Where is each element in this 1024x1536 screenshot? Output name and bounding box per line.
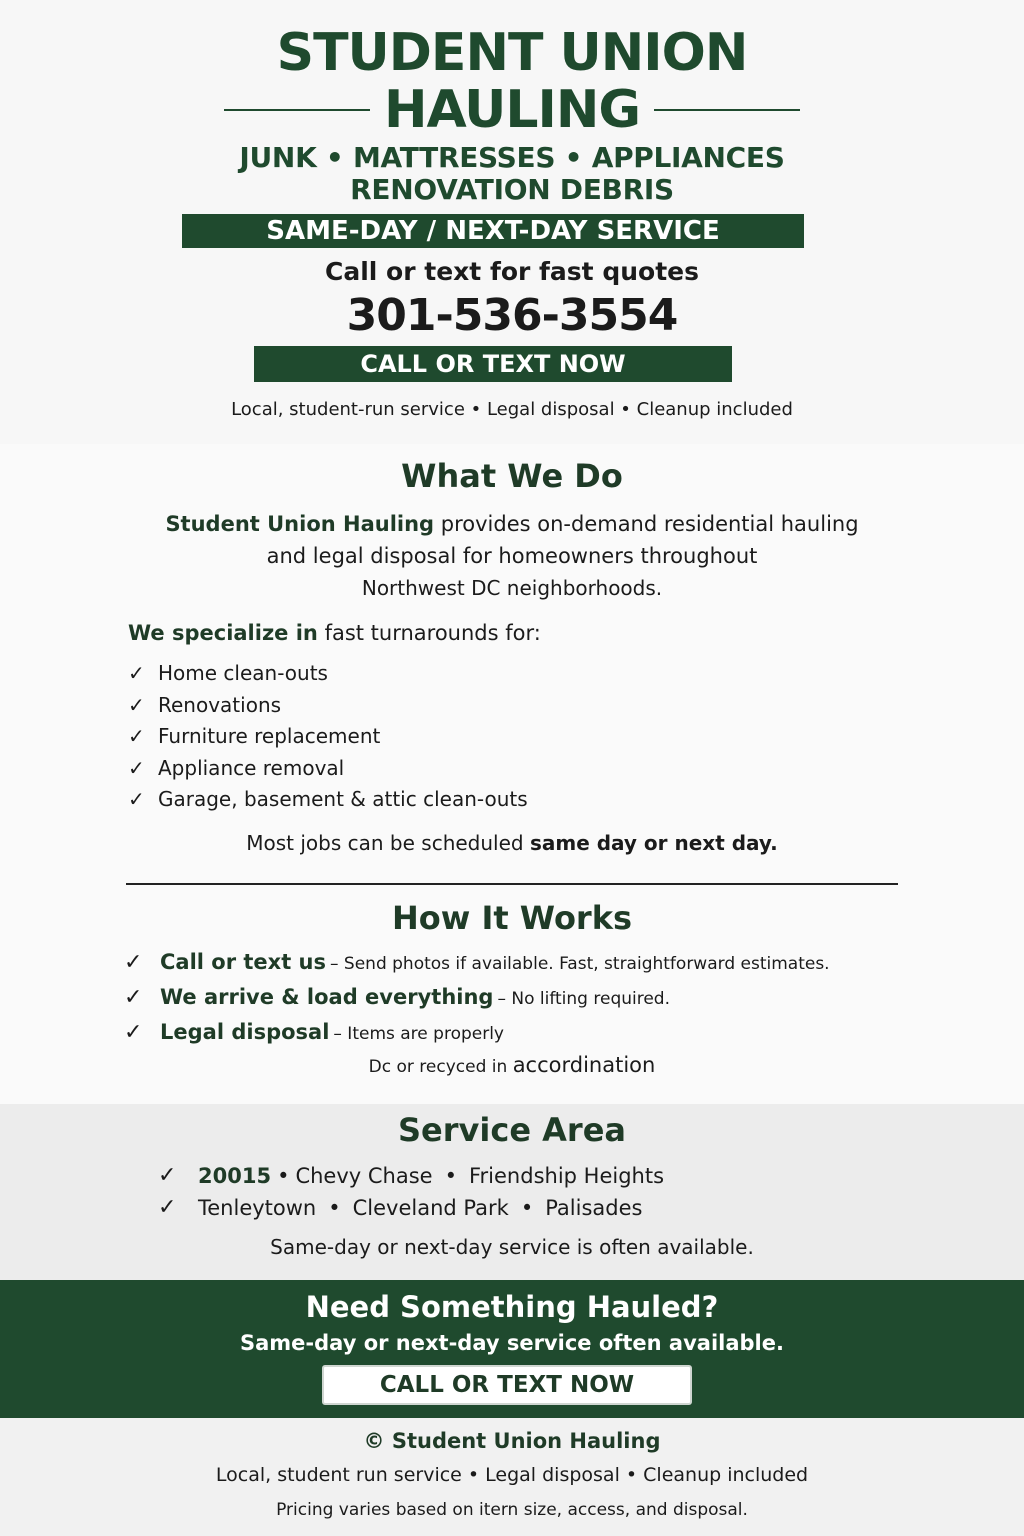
service-area-list (158, 1160, 664, 1224)
checkmark-icon: ✓ (124, 950, 143, 975)
how-continuation-small: Dc or recyced in (368, 1057, 513, 1077)
list-item-label: Renovations (158, 692, 282, 717)
what-we-do-heading: What We Do (401, 457, 623, 495)
quote-prompt: Call or text for fast quotes (325, 257, 699, 286)
schedule-bold: same day or next day. (529, 831, 778, 855)
what-para-line-1-rest: provides on-demand residential hauling (434, 512, 859, 536)
service-banner: SAME-DAY / NEXT-DAY SERVICE (182, 214, 804, 248)
area-separator: • (444, 1164, 457, 1188)
services-line-2: RENOVATION DEBRIS (350, 173, 674, 206)
list-item-label: Appliance removal (158, 755, 345, 780)
checkmark-icon: ✓ (128, 661, 145, 685)
how-step-desc: – Send photos if available. Fast, straightforward estimates. (330, 954, 830, 974)
cta-heading: Need Something Hauled? (305, 1290, 719, 1324)
area-separator: • (277, 1164, 290, 1188)
cta-call-button[interactable]: CALL OR TEXT NOW (322, 1365, 692, 1405)
specialize-bold: We specialize in (128, 621, 318, 645)
checkmark-icon: ✓ (158, 1163, 177, 1188)
title-line-1: STUDENT UNION (276, 23, 748, 83)
how-step (124, 946, 830, 981)
list-item (128, 658, 528, 690)
list-item-label: Furniture replacement (158, 724, 381, 748)
how-step (124, 1016, 830, 1051)
what-para-line-2: and legal disposal for homeowners throughout (266, 544, 758, 568)
copyright: © Student Union Hauling (363, 1429, 661, 1453)
area-name: Chevy Chase (295, 1164, 433, 1188)
phone-number[interactable]: 301-536-3554 (346, 290, 678, 341)
how-step-title: Call or text us (160, 950, 327, 974)
list-item (128, 784, 528, 816)
brand-name: Student Union Hauling (165, 512, 435, 536)
area-name: Friendship Heights (468, 1164, 665, 1188)
area-zip: 20015 (198, 1164, 272, 1188)
list-item-label: Home clean-outs (158, 661, 328, 685)
checkmark-icon: ✓ (124, 985, 143, 1010)
how-continuation-large: accordination (512, 1053, 656, 1077)
list-item (128, 721, 528, 753)
cta-subheading: Same-day or next-day service often available. (240, 1331, 784, 1355)
area-name: Tenleytown (198, 1196, 317, 1220)
how-continuation (0, 1050, 1024, 1082)
how-step-desc: – No lifting required. (497, 989, 671, 1009)
how-it-works-heading: How It Works (391, 899, 633, 937)
area-separator: • (520, 1196, 534, 1220)
how-step-desc: – Items are properly (333, 1024, 504, 1044)
checkmark-icon: ✓ (124, 1020, 143, 1045)
title-rule-right (654, 109, 800, 111)
how-step-title: Legal disposal (160, 1020, 330, 1044)
services-line-1: JUNK • MATTRESSES • APPLIANCES (239, 141, 785, 174)
area-row (158, 1160, 664, 1192)
checkmark-icon: ✓ (128, 787, 145, 811)
title-rule-left (224, 109, 370, 111)
how-step-title: We arrive & load everything (160, 985, 494, 1009)
checkmark-icon: ✓ (128, 692, 145, 717)
area-row (158, 1192, 664, 1224)
checkmark-icon: ✓ (128, 755, 145, 780)
how-step (124, 981, 830, 1016)
pricing-note: Pricing varies based on itern size, access, and disposal. (276, 1500, 748, 1520)
service-area-heading: Service Area (397, 1111, 626, 1149)
section-divider (126, 883, 898, 885)
schedule-prefix: Most jobs can be scheduled (246, 831, 530, 855)
checkmark-icon: ✓ (128, 724, 145, 748)
what-para-line-3: Northwest DC neighborhoods. (361, 576, 663, 600)
service-area-note: Same-day or next-day service is often available. (270, 1235, 754, 1259)
header-tagline: Local, student-run service • Legal disposal • Cleanup included (231, 399, 793, 420)
list-item (128, 690, 528, 722)
title-line-2: HAULING (383, 80, 641, 140)
list-item-label: Garage, basement & attic clean-outs (158, 787, 528, 811)
checkmark-icon: ✓ (158, 1195, 177, 1220)
area-name: Palisades (545, 1196, 643, 1220)
footer-tagline: Local, student run service • Legal disposal • Cleanup included (215, 1464, 809, 1486)
specialty-list (128, 658, 528, 816)
area-name: Cleveland Park (352, 1196, 509, 1220)
specialize-intro (128, 618, 541, 648)
area-separator: • (328, 1196, 341, 1220)
call-now-button[interactable]: CALL OR TEXT NOW (254, 346, 732, 382)
schedule-note (0, 828, 1024, 858)
specialize-rest: fast turnarounds for: (317, 621, 541, 645)
what-para-line-1 (0, 508, 1024, 540)
how-steps-list (124, 946, 830, 1051)
title-line-2-wrap (0, 82, 1024, 138)
list-item (128, 753, 528, 785)
